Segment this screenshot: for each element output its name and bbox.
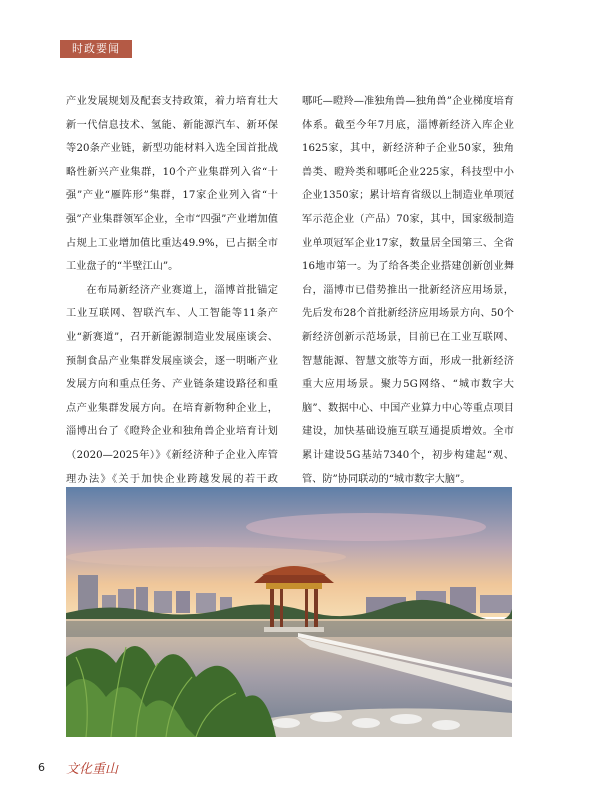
left-paragraph-2: 在布局新经济产业赛道上，淄博首批锚定工业互联网、智联汽车、人工智能等11条产业“新赛道”，召开新能源制造业发展座谈会、预制食品产业集群发展座谈会，逐一明晰产业发展方向和重点任务、产业链条建设路径和重点产业集群发展方向。在培育新物种企业上，淄博出台了《瞪羚企业和独角兽企业培育计划（2020—2025年）》《新经济种子企业入库管理办法》《关于加快企业跨越发展的若干政: [66, 284, 278, 485]
magazine-logo: 文化重山: [66, 762, 119, 777]
section-tag: 时政要闻: [60, 40, 132, 58]
photo-illustration: [66, 487, 512, 737]
left-paragraph-1: 产业发展规划及配套支持政策，着力培育壮大新一代信息技术、氢能、新能源汽车、新环保等20条产业链，新型功能材料入选全国首批战略性新兴产业集群，10个产业集群列入省“十强”产业“雁阵形”集群，17家企业列入省“十强”产业集群领军企业，全市“四强”产业增加值占规上工业增加值比重达49.9%，已占据全市工业盘子的“半壁江山”。: [66, 96, 278, 273]
right-column: [302, 90, 514, 515]
right-paragraph-1: 哪吒—瞪羚—准独角兽—独角兽”企业梯度培育体系。截至今年7月底，淄博新经济入库企业1625家，其中，新经济种子企业50家，独角兽类、瞪羚类和哪吒企业225家，科技型中小企业1350家；累计培育省级以上制造业单项冠军示范企业（产品）70家，其中，国家级制造业单项冠军企业17家，数量居全国第三、全省16地市第一。为了给各类企业搭建创新创业舞台，淄博市已借势推出一批新经济应用场景，先后发布28个首批新经济应用场景方向、50个新经济创新示范场景，目前已在工业互联网、智慧能源、智慧文旅等方面，形成一批新经济重大应用场景。聚力5G网络、“城市数字大脑”、数据中心、中国产业算力中心等重点项目建设，加快基础设施互联互通提质增效。全市累计建设5G基站7340个，初步构建起“观、管、防”协同联动的“城市数字大脑”。: [302, 96, 514, 485]
left-column: [66, 90, 278, 515]
page-number: 6: [38, 761, 45, 774]
lakeside-pavilion-photo: [66, 487, 512, 737]
